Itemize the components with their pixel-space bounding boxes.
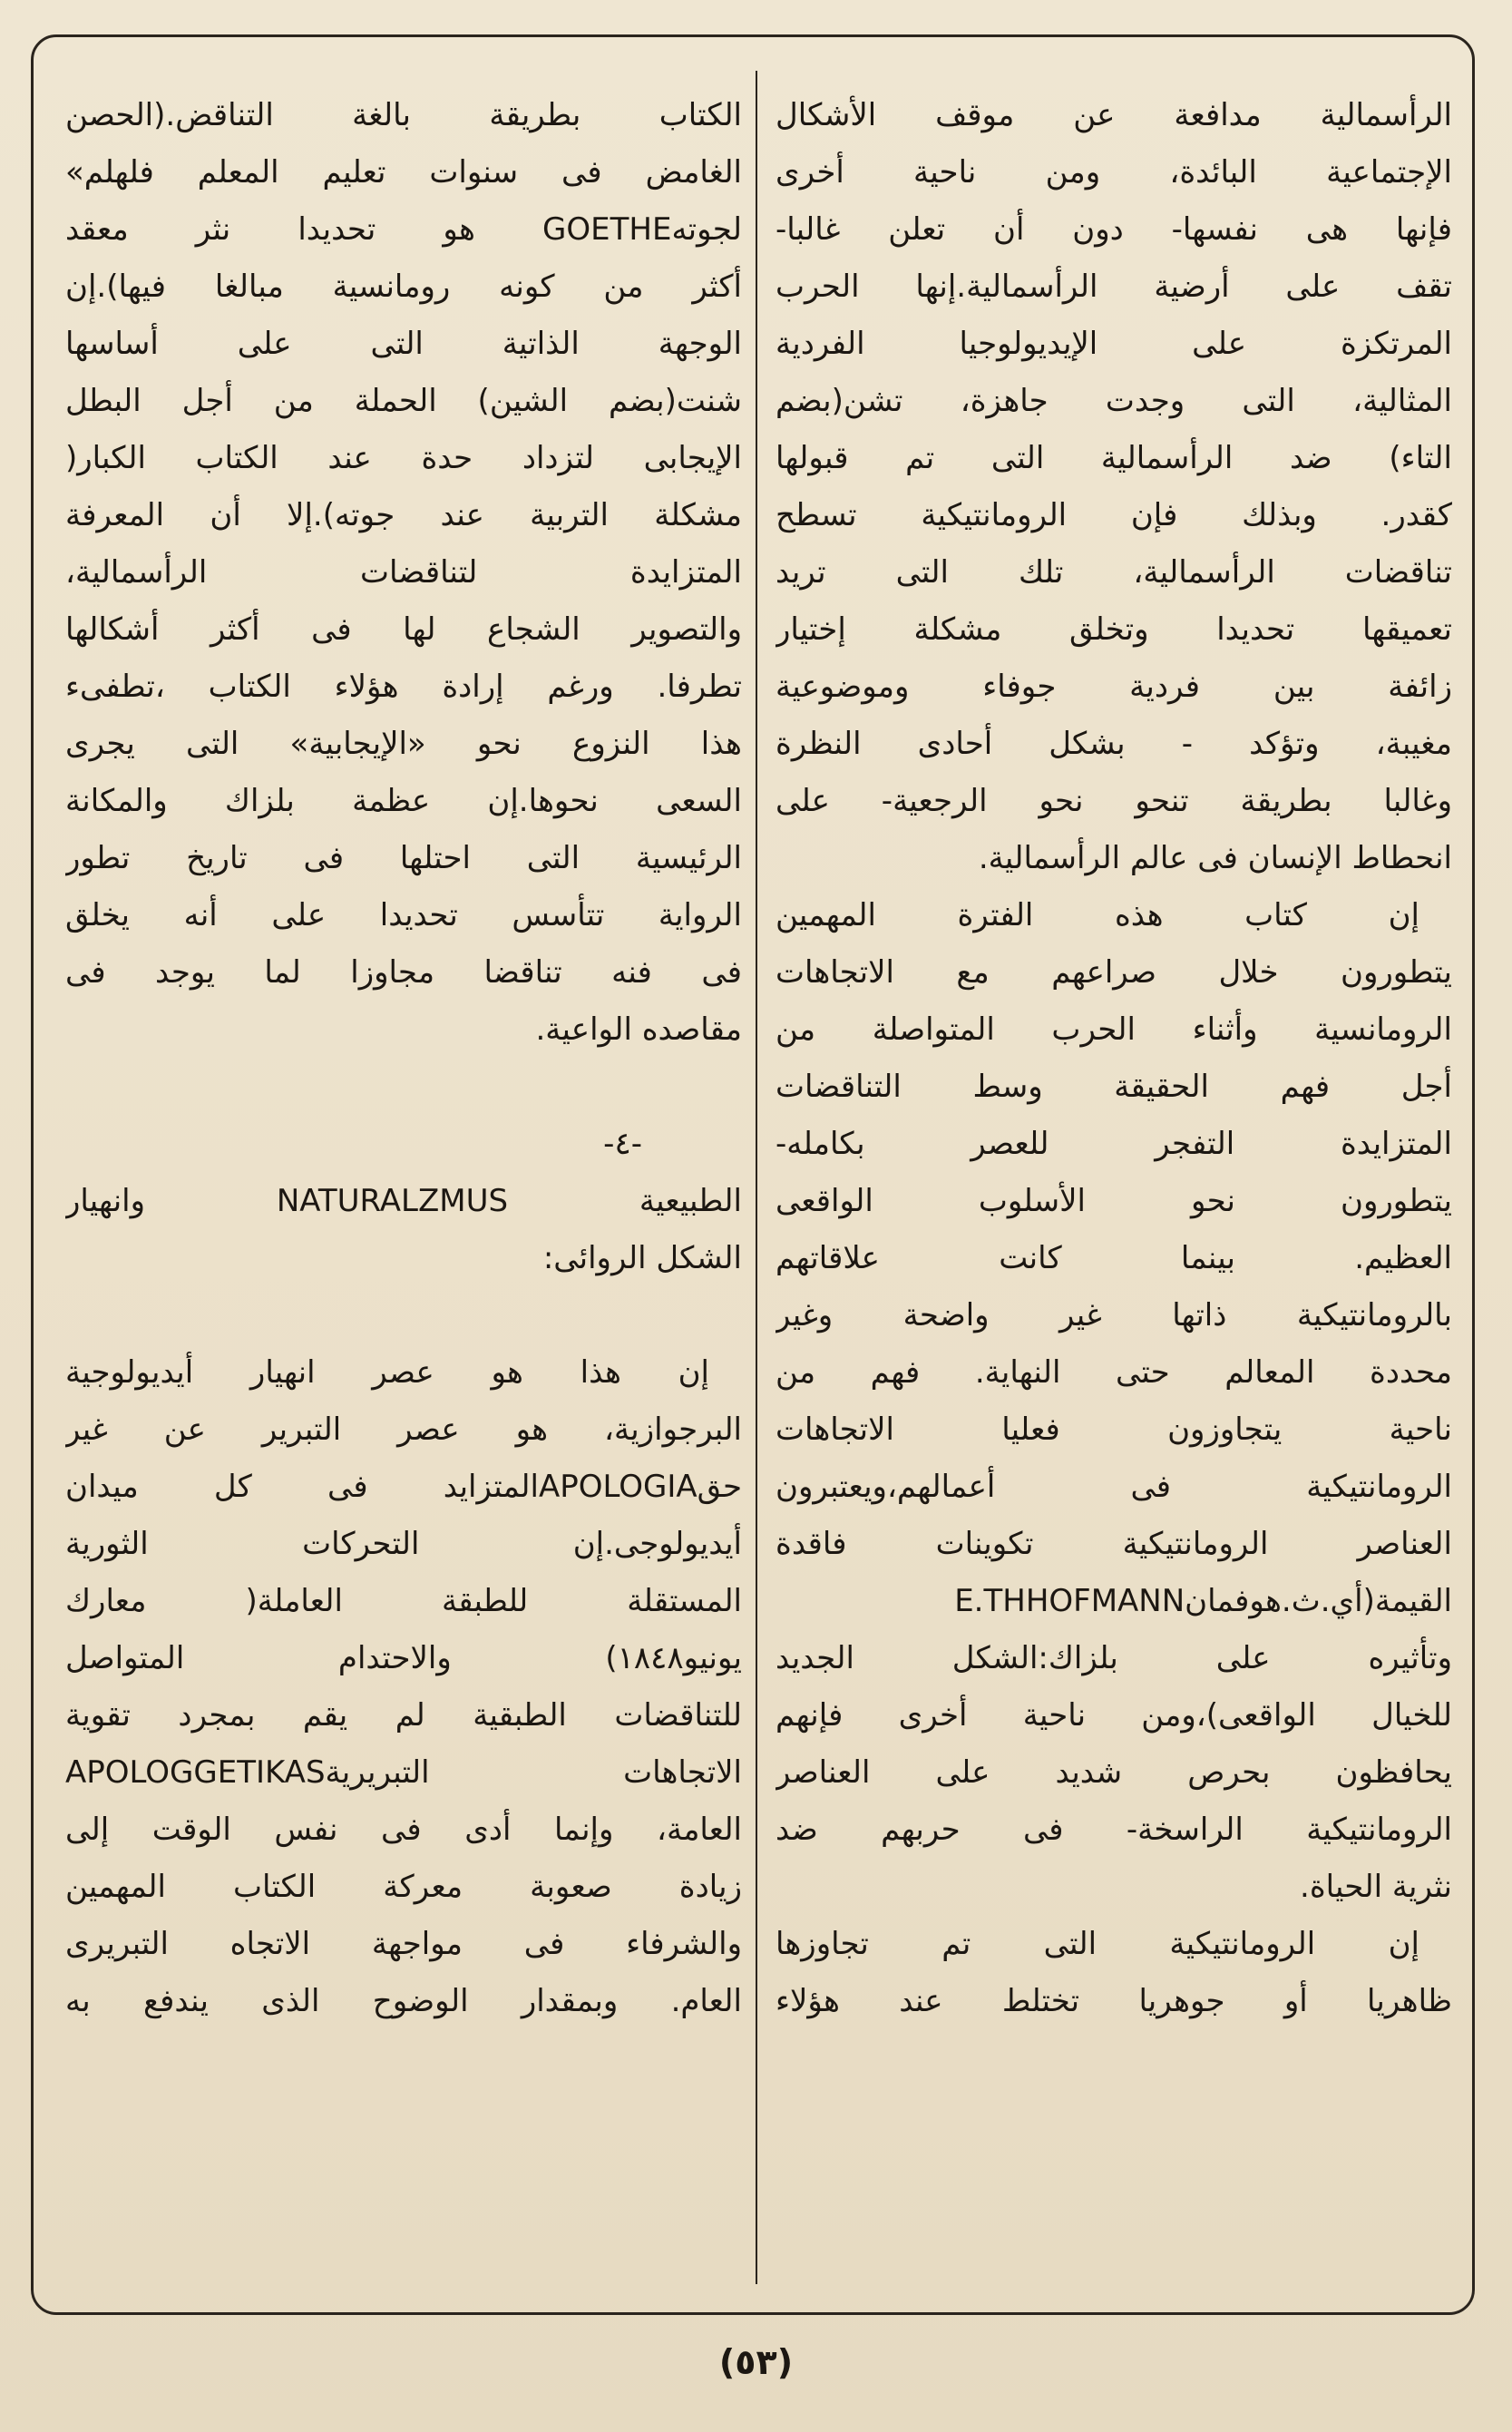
text-line: الشكل الروائى:: [542, 1240, 742, 1276]
text-line: مشكلة التربية عند جوته).إلا أن المعرفة: [65, 497, 742, 533]
section-number: -٤-: [603, 1126, 642, 1162]
text-line: بالرومانتيكية ذاتها غير واضحة وغير: [776, 1297, 1452, 1333]
text-line: إن هذا هو عصر انهيار أيديولوجية: [65, 1354, 709, 1391]
text-line: القيمة(أي.ث.هوفمانE.THHOFMANN: [954, 1583, 1452, 1619]
text-line: شنت(بضم الشين) الحملة من أجل البطل: [65, 383, 742, 419]
text-line: وتأثيره على بلزاك:الشكل الجديد: [776, 1640, 1452, 1676]
text-line: تناقضات الرأسمالية، تلك التى تريد: [776, 554, 1452, 591]
text-line: يونيو١٨٤٨) والاحتدام المتواصل: [65, 1640, 742, 1676]
text-line: يتطورون نحو الأسلوب الواقعى: [776, 1183, 1452, 1219]
text-line: الإجتماعية البائدة، ومن ناحية أخرى: [776, 154, 1452, 190]
text-line: الرأسمالية مدافعة عن موقف الأشكال: [776, 97, 1452, 133]
text-line: زيادة صعوبة معركة الكتاب المهمين: [65, 1869, 742, 1905]
text-line: العامة، وإنما أدى فى نفس الوقت إلى: [65, 1812, 742, 1848]
text-line: الرئيسية التى احتلها فى تاريخ تطور: [65, 840, 742, 876]
text-line: إن كتاب هذه الفترة المهمين: [776, 897, 1419, 933]
text-line: وغالبا بطريقة تنحو نحو الرجعية- على: [776, 783, 1452, 819]
text-line: زائفة بين فردية جوفاء وموضوعية: [776, 669, 1452, 705]
text-line: أيديولوجى.إن التحركات الثورية: [65, 1526, 742, 1562]
text-line: مقاصده الواعية.: [535, 1011, 742, 1048]
text-line: العام. وبمقدار الوضوح الذى يندفع به: [65, 1983, 742, 2019]
text-line: الرومانتيكية فى أعمالهم،ويعتبرون: [776, 1469, 1452, 1505]
blank-line: [65, 1059, 742, 1116]
text-line: المتزايدة التفجر للعصر بكامله-: [776, 1126, 1452, 1162]
text-line: المتزايدة لتناقضات الرأسمالية،: [65, 554, 742, 591]
text-line: كقدر. وبذلك فإن الرومانتيكية تسطح: [776, 497, 1452, 533]
text-line: هذا النزوع نحو «الإيجابية» التى يجرى: [65, 726, 742, 762]
text-line: تعميقها تحديدا وتخلق مشكلة إختيار: [776, 611, 1452, 648]
text-line: لجوتهGOETHE هو تحديدا نثر معقد: [65, 211, 742, 248]
left-column: [65, 87, 742, 2282]
text-line: الرومانسية وأثناء الحرب المتواصلة من: [776, 1011, 1452, 1048]
text-line: الإيجابى لتزداد حدة عند الكتاب الكبار(: [65, 440, 742, 476]
right-column: [776, 87, 1452, 2282]
text-line: المستقلة للطبقة العاملة( معارك: [65, 1583, 742, 1619]
text-line: الكتاب بطريقة بالغة التناقض.(الحصن: [65, 97, 742, 133]
text-line: فى فنه تناقضا مجاوزا لما يوجد فى: [65, 954, 742, 991]
text-line: والتصوير الشجاع لها فى أكثر أشكالها: [65, 611, 742, 648]
text-line: أكثر من كونه رومانسية مبالغا فيها).إن: [65, 269, 742, 305]
text-line: فإنها هى نفسها- دون أن تعلن غالبا-: [776, 211, 1452, 248]
text-line: الرومانتيكية الراسخة- فى حربهم ضد: [776, 1812, 1452, 1848]
text-line: إن الرومانتيكية التى تم تجاوزها: [776, 1926, 1419, 1962]
blank-line: [65, 1287, 742, 1344]
text-line: للخيال الواقعى)،ومن ناحية أخرى فإنهم: [776, 1697, 1452, 1734]
text-line: مغيبة، وتؤكد - بشكل أحادى النظرة: [776, 726, 1452, 762]
text-line: نثرية الحياة.: [1300, 1869, 1452, 1905]
text-line: العناصر الرومانتيكية تكوينات فاقدة: [776, 1526, 1452, 1562]
text-line: محددة المعالم حتى النهاية. فهم من: [776, 1354, 1452, 1391]
text-line: العظيم. بينما كانت علاقاتهم: [776, 1240, 1452, 1276]
text-line: أجل فهم الحقيقة وسط التناقضات: [776, 1069, 1452, 1105]
text-line: يتطورون خلال صراعهم مع الاتجاهات: [776, 954, 1452, 991]
text-line: المثالية، التى وجدت جاهزة، تشن(بضم: [776, 383, 1452, 419]
text-line: للتناقضات الطبقية لم يقم بمجرد تقوية: [65, 1697, 742, 1734]
text-line: البرجوازية، هو عصر التبرير عن غير: [65, 1411, 742, 1448]
text-line: انحطاط الإنسان فى عالم الرأسمالية.: [978, 840, 1452, 876]
text-line: المرتكزة على الإيديولوجيا الفردية: [776, 326, 1452, 362]
text-line: تقف على أرضية الرأسمالية.إنها الحرب: [776, 269, 1452, 305]
text-line: التاء) ضد الرأسمالية التى تم قبولها: [776, 440, 1452, 476]
text-line: والشرفاء فى مواجهة الاتجاه التبريرى: [65, 1926, 742, 1962]
text-line: الطبيعية NATURALZMUS وانهيار: [65, 1183, 742, 1219]
text-line: ظاهريا أو جوهريا تختلط عند هؤلاء: [776, 1983, 1452, 2019]
text-line: الوجهة الذاتية التى على أساسها: [65, 326, 742, 362]
page-number: (٥٣): [718, 2342, 794, 2382]
text-line: تطرفا. ورغم إرادة هؤلاء الكتاب ،تطفىء: [65, 669, 742, 705]
text-line: الاتجاهات التبريريةAPOLOGGETIKAS: [65, 1754, 742, 1791]
text-line: الرواية تتأسس تحديدا على أنه يخلق: [65, 897, 742, 933]
column-divider: [756, 71, 757, 2284]
text-line: حقAPOLOGIAالمتزايد فى كل ميدان: [65, 1469, 742, 1505]
text-line: الغامض فى سنوات تعليم المعلم فلهلم»: [65, 154, 742, 190]
text-line: ناحية يتجاوزون فعليا الاتجاهات: [776, 1411, 1452, 1448]
text-line: السعى نحوها.إن عظمة بلزاك والمكانة: [65, 783, 742, 819]
text-line: يحافظون بحرص شديد على العناصر: [776, 1754, 1452, 1791]
